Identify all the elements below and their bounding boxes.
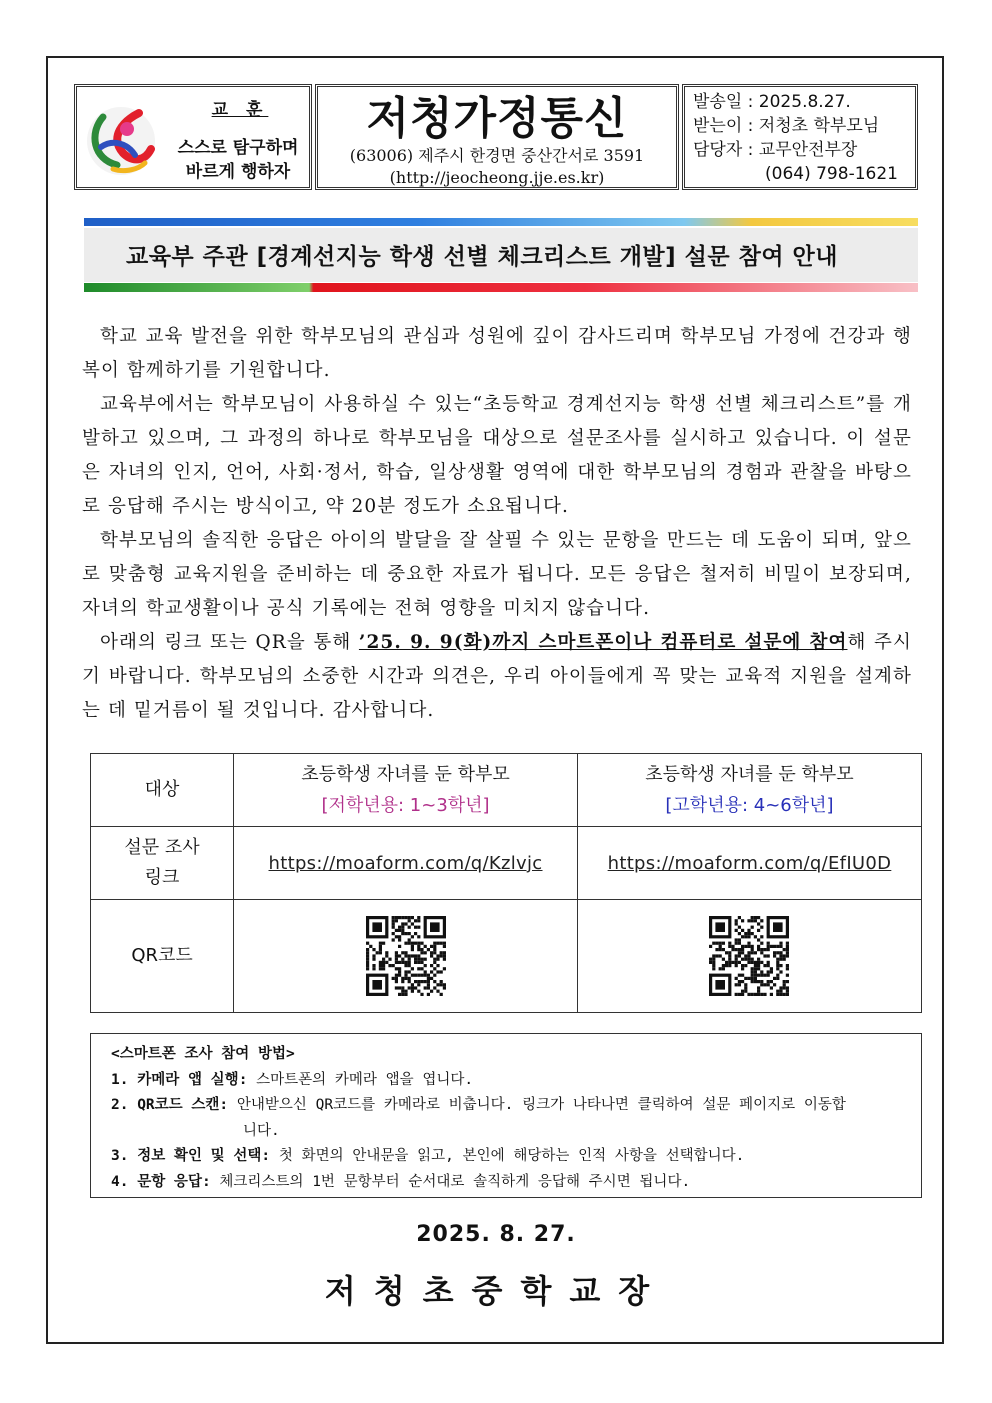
info-box [682, 84, 918, 190]
paragraph-2: 교육부에서는 학부모님이 사용하실 수 있는“초등학교 경계선지능 학생 선별 체크리스트”를 개발하고 있으며, 그 과정의 하나로 학부모님을 대상으로 설문조사를 실시하고 있습니다. 이 설문은 자녀의 인지, 언어, 사회·정서, 학습, 일상생활 영역에 대한 학부모님의 경험과 관찰을 바탕으로 응답해 주시는 방식이고, 약 20분 정도가 소요됩니다. [82, 394, 912, 517]
method-step-1 [111, 1068, 909, 1094]
table-row [91, 827, 922, 900]
step-label: 4. 문항 응답: [111, 1173, 211, 1190]
step-label: 1. 카메라 앱 실행: [111, 1071, 248, 1088]
qr-cell-low [234, 900, 578, 1013]
method-title: <스마트폰 조사 참여 방법> [111, 1046, 295, 1062]
method-step-4 [111, 1170, 909, 1196]
signer: 저청초중학교장 [324, 1272, 668, 1310]
motto-title: 교 훈 [211, 100, 269, 120]
grade-low: [저학년용: 1~3학년] [321, 795, 490, 816]
survey-link-high[interactable]: https://moaform.com/q/EfIU0D [607, 852, 892, 874]
banner-bottom-bar [84, 283, 918, 292]
newsletter-title-box [315, 84, 679, 190]
banner [84, 228, 918, 282]
recipient: 받는이 : 저청초 학부모님 [693, 116, 880, 136]
audience-high: 초등학생 자녀를 둔 학부모 [645, 764, 854, 785]
target-label: 대상 [91, 754, 234, 827]
link-label [91, 827, 234, 900]
grade-high: [고학년용: 4~6학년] [665, 795, 834, 816]
qr-label: QR코드 [91, 900, 234, 1013]
step-text: 첫 화면의 안내문을 읽고, 본인에 해당하는 인적 사항을 선택합니다. [270, 1148, 745, 1164]
method-box [90, 1033, 922, 1198]
paragraph-4-pre: 아래의 링크 또는 QR을 통해 [100, 632, 359, 653]
banner-title: 교육부 주관 [경계선지능 학생 선별 체크리스트 개발] 설문 참여 안내 [126, 244, 838, 270]
banner-top-bar [84, 218, 918, 226]
table-row [91, 900, 922, 1013]
send-date: 발송일 : 2025.8.27. [693, 92, 851, 112]
link-label-1: 설문 조사 [124, 837, 200, 858]
contact-person: 담당자 : 교무안전부장 [693, 140, 858, 160]
qr-cell-high [577, 900, 921, 1013]
motto-line-2: 바르게 행하자 [185, 162, 291, 182]
step-text: 안내받으신 QR코드를 카메라로 비춥니다. 링크가 나타나면 클릭하여 설문 페이지로 이동합 [228, 1097, 846, 1113]
survey-link-low[interactable]: https://moaform.com/q/Kzlvjc [268, 852, 543, 874]
contact-phone: (064) 798-1621 [765, 164, 898, 184]
motto-line-1: 스스로 탐구하며 [177, 138, 299, 158]
paragraph-4-post: 해 주시기 바랍니다. 학부모님의 소중한 시간과 의견은, 우리 아이들에게 꼭 맞는 교육적 지원을 설계하는 데 밑거름이 될 것입니다. 감사합니다. [82, 632, 912, 721]
paragraph-1: 학교 교육 발전을 위한 학부모님의 관심과 성원에 깊이 감사드리며 학부모님 가정에 건강과 행복이 함께하기를 기원합니다. [82, 326, 912, 381]
target-high [577, 754, 921, 827]
target-low [234, 754, 578, 827]
step-label: 3. 정보 확인 및 선택: [111, 1148, 271, 1164]
table-row [91, 754, 922, 827]
method-step-3 [111, 1144, 909, 1170]
qr-code-low-icon[interactable] [363, 916, 449, 996]
link-cell-low [234, 827, 578, 900]
survey-table [90, 753, 922, 1013]
link-label-2: 링크 [144, 867, 180, 888]
issue-date: 2025. 8. 27. [416, 1222, 576, 1247]
paragraph-3: 학부모님의 솔직한 응답은 아이의 발달을 잘 살필 수 있는 문항을 만드는 데 도움이 되며, 앞으로 맞춤형 교육지원을 준비하는 데 중요한 자료가 됩니다. 모든 응답은 철저히 비밀이 보장되며, 자녀의 학교생활이나 공식 기록에는 전혀 영향을 미치지 않습니다. [82, 530, 912, 619]
header [74, 84, 918, 190]
step-text: 스마트폰의 카메라 앱을 엽니다. [247, 1071, 474, 1088]
paragraph-4 [82, 626, 912, 728]
school-logo-icon [83, 103, 159, 179]
method-step-2 [111, 1093, 909, 1119]
step-label: 2. QR코드 스캔: [111, 1097, 229, 1113]
audience-low: 초등학생 자녀를 둔 학부모 [301, 764, 510, 785]
school-address: (63006) 제주시 한경면 중산간서로 3591 [349, 146, 645, 165]
step-text: 체크리스트의 1번 문항부터 순서대로 솔직하게 응답해 주시면 됩니다. [210, 1173, 691, 1190]
newsletter-title: 저청가정통신 [366, 93, 628, 144]
link-cell-high [577, 827, 921, 900]
body-text [82, 320, 912, 728]
motto-box [74, 84, 312, 190]
deadline-emphasis: ’25. 9. 9(화)까지 스마트폰이나 컴퓨터로 설문에 참여 [358, 632, 848, 653]
qr-code-high-icon[interactable] [706, 916, 792, 996]
method-step-2-continued: 니다. [243, 1122, 280, 1139]
school-website: (http://jeocheong.jje.es.kr) [389, 168, 605, 187]
